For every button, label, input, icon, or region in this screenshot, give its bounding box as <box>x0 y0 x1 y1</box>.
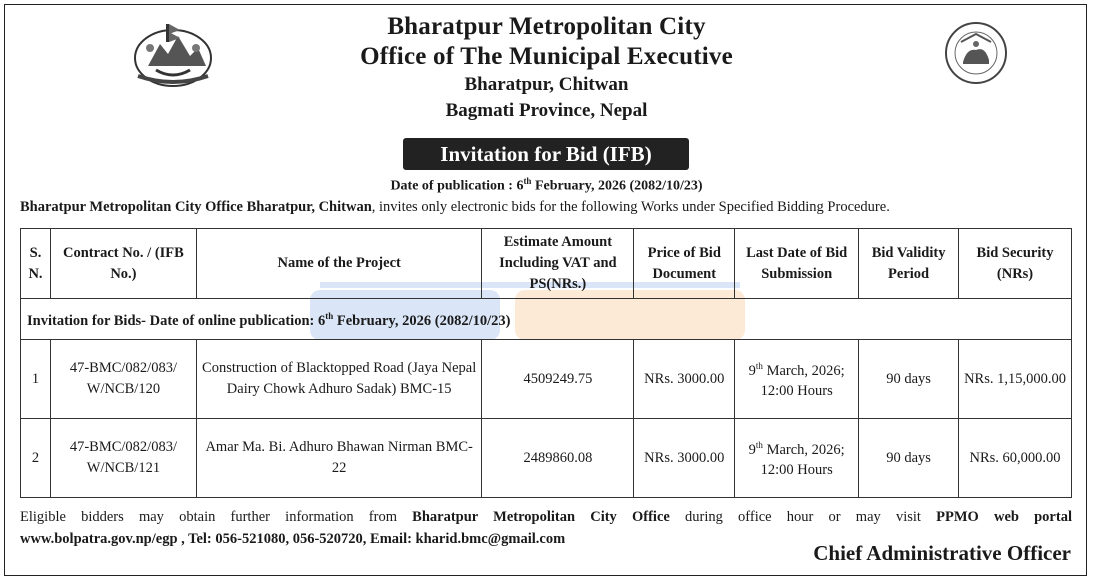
cell-estimate: 2489860.08 <box>482 419 634 498</box>
cell-estimate: 4509249.75 <box>482 340 634 419</box>
letterhead <box>0 12 1093 124</box>
publication-date: Date of publication : 6th February, 2026 (2082/10/23) <box>390 176 703 194</box>
cell-validity: 90 days <box>859 340 959 419</box>
intro-paragraph: Bharatpur Metropolitan City Office Bharatpur, Chitwan, invites only electronic bids for the following Works under Specified Bidding Procedure. <box>20 199 890 215</box>
cell-last-date: 9th March, 2026; 12:00 Hours <box>735 419 859 498</box>
cell-security: NRs. 1,15,000.00 <box>959 340 1072 419</box>
table-row <box>21 419 1072 498</box>
office-location: Bharatpur, Chitwan <box>464 74 629 95</box>
footer-portal-name: PPMO web portal <box>936 509 1072 525</box>
cell-validity: 90 days <box>859 419 959 498</box>
header-project: Name of the Project <box>196 229 482 299</box>
cell-price: NRs. 3000.00 <box>634 419 735 498</box>
header-price: Price of Bid Document <box>634 229 735 299</box>
cell-security: NRs. 60,000.00 <box>959 419 1072 498</box>
section-row <box>21 299 1072 340</box>
office-province: Bagmati Province, Nepal <box>445 100 648 121</box>
section-title: Invitation for Bids- Date of online publication: 6th February, 2026 (2082/10/23) <box>21 299 1072 340</box>
ifb-title-banner: Invitation for Bid (IFB) <box>403 138 689 170</box>
office-title: Bharatpur Metropolitan City <box>387 13 706 40</box>
table-row <box>21 340 1072 419</box>
cell-sn: 2 <box>21 419 51 498</box>
footer-info: Eligible bidders may obtain further information from Bharatpur Metropolitan City Office during office hour or may visit PPMO web portal <box>20 509 1072 525</box>
intro-office-name: Bharatpur Metropolitan City Office Bharatpur, Chitwan <box>20 199 372 215</box>
cell-last-date: 9th March, 2026; 12:00 Hours <box>735 340 859 419</box>
header-last-date: Last Date of Bid Submission <box>735 229 859 299</box>
cell-sn: 1 <box>21 340 51 419</box>
bids-table <box>20 228 1072 498</box>
header-contract: Contract No. / (IFB No.) <box>50 229 196 299</box>
signature-title: Chief Administrative Officer <box>813 541 1071 565</box>
cell-contract: 47-BMC/082/083/ W/NCB/121 <box>50 419 196 498</box>
office-subtitle: Office of The Municipal Executive <box>360 43 733 70</box>
header-sn: S. N. <box>21 229 51 299</box>
cell-contract: 47-BMC/082/083/ W/NCB/120 <box>50 340 196 419</box>
cell-project: Construction of Blacktopped Road (Jaya Nepal Dairy Chowk Adhuro Sadak) BMC-15 <box>196 340 482 419</box>
cell-project: Amar Ma. Bi. Adhuro Bhawan Nirman BMC-22 <box>196 419 482 498</box>
header-estimate: Estimate Amount Including VAT and PS(NRs.) <box>482 229 634 299</box>
table-header-row <box>21 229 1072 299</box>
footer-office-name: Bharatpur Metropolitan City Office <box>412 509 670 525</box>
footer-contact: www.bolpatra.gov.np/egp , Tel: 056-521080, 056-520720, Email: kharid.bmc@gmail.com <box>20 531 566 547</box>
cell-price: NRs. 3000.00 <box>634 340 735 419</box>
header-validity: Bid Validity Period <box>859 229 959 299</box>
header-security: Bid Security (NRs) <box>959 229 1072 299</box>
